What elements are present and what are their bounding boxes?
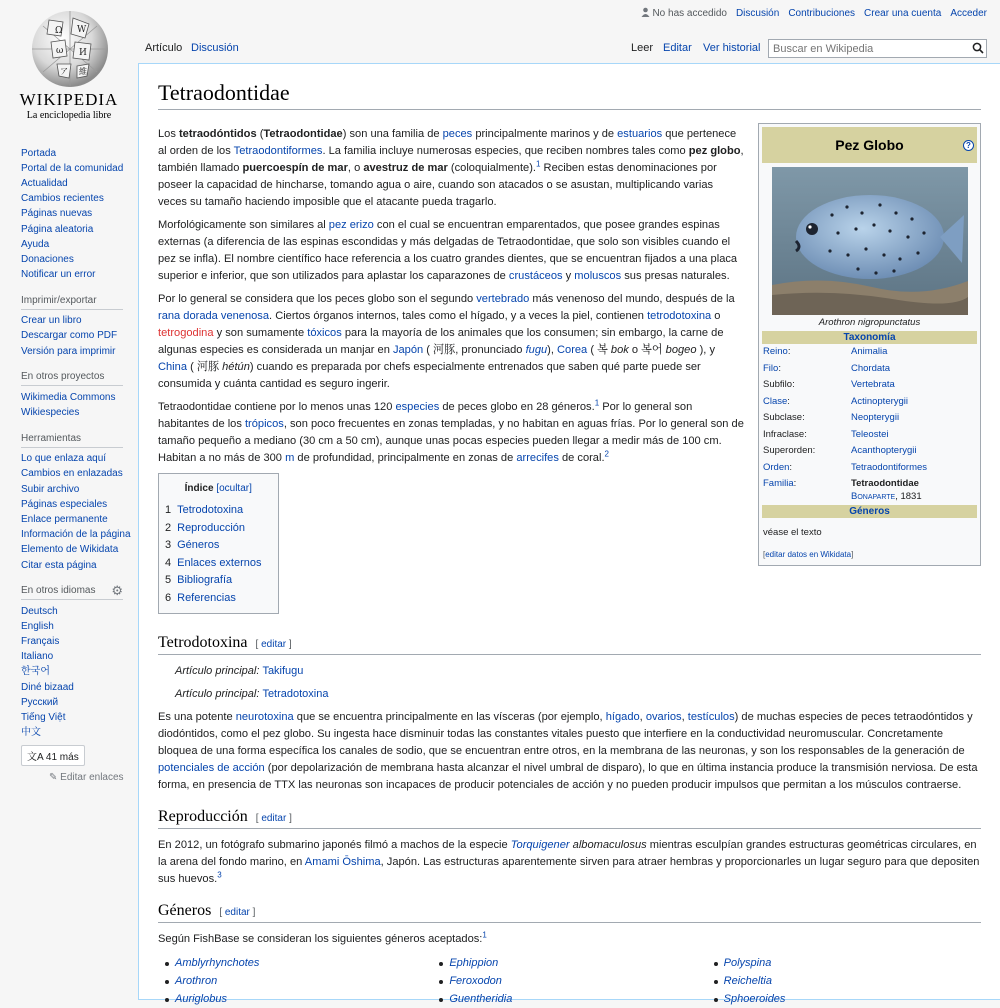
paragraph-morphology: Morfológicamente son similares al pez erizo con el cual se encuentran emparentados, que posee grandes espinas externas (a diferencia de las espinas escondidas y más delgadas de Tetraodontidae, que solo son visibles cuando el pez se infla). El nombre científico hace referencia a los cuatro grandes dientes, que se encuentran fijados a una placa superior e inferior, que son utilizados para aplastar los caparazones de crustáceos y moluscos sus presas naturales. bbox=[158, 219, 738, 282]
edit-section-reproduccion[interactable]: editar bbox=[261, 813, 287, 824]
sidebar-item-donaciones[interactable]: Donaciones bbox=[21, 253, 74, 265]
tab-talk[interactable]: Discusión bbox=[191, 42, 239, 54]
sidebar-item-cambios-recientes[interactable]: Cambios recientes bbox=[21, 193, 104, 205]
link-potenciales-accion[interactable]: potenciales de acción bbox=[158, 762, 265, 774]
print-portlet bbox=[21, 295, 131, 360]
toc-item-referencias[interactable]: 6 Referencias bbox=[165, 591, 236, 604]
link-rana-dorada[interactable]: rana dorada venenosa bbox=[158, 310, 270, 322]
table-of-contents bbox=[158, 473, 279, 614]
sidebar-item-paginas-especiales[interactable]: Páginas especiales bbox=[21, 498, 108, 510]
svg-text:ω: ω bbox=[56, 46, 64, 56]
link-japon[interactable]: Japón bbox=[392, 344, 424, 356]
language-link-francais[interactable]: Français bbox=[21, 636, 60, 648]
paragraph-species: Tetraodontidae contiene por lo menos unas 120 especies de peces globo en 28 géneros.$^1$ Por lo general son habitantes de los trópicos, son poco frecuentes en zonas templadas, y no habitan en aguas frías. Por lo general son de tamaño pequeño a mediano (30 cm a 50 cm), aunque unas pocas especies pueden llegar a medir más de 100 cm. Habitan a no más de 300 m de profundidad, principalmente en zonas de arrecifes de coral.$^2$ bbox=[158, 398, 744, 464]
taxonomy-row-superorden: Superorden: Acanthopterygii bbox=[763, 445, 917, 456]
paragraph-reproduccion: En 2012, un fotógrafo submarino japonés filmó a machos de la especie Torquigener albomaculosus mientras esculpían grandes estructuras geométricas circulares, en la arena del fondo marino, en Amami Ōshima, Japón. Las estructuras aparentemente sirven para atraer hembras y proporcionarles un lugar seguro para que depositen sus huevos.$^3$ bbox=[158, 839, 980, 885]
taxonomy-row-clase: Clase: Actinopterygii bbox=[763, 395, 909, 407]
edit-section-tetrodotoxina[interactable]: editar bbox=[261, 639, 287, 650]
link-higado[interactable]: hígado bbox=[605, 711, 640, 723]
genus-amblyrhynchotes[interactable]: Amblyrhynchotes bbox=[158, 954, 432, 972]
genus-sphoeroides[interactable]: Sphoeroides bbox=[707, 990, 981, 1008]
edit-section-generos[interactable]: editar bbox=[224, 907, 250, 918]
language-link-dine-bizaad[interactable]: Diné bizaad bbox=[21, 681, 74, 693]
section-heading-generos: Géneros [ editar ] bbox=[158, 902, 981, 923]
genus-polyspina[interactable]: Polyspina bbox=[707, 954, 981, 972]
link-moluscos[interactable]: moluscos bbox=[574, 270, 622, 282]
projects-portlet bbox=[21, 371, 131, 420]
section-heading-tetrodotoxina: Tetrodotoxina [ editar ] bbox=[158, 634, 981, 655]
link-corea[interactable]: Corea bbox=[557, 344, 588, 356]
search-icon[interactable] bbox=[972, 42, 984, 54]
talk-link[interactable]: Discusión bbox=[735, 7, 780, 19]
wikipedia-logo[interactable] bbox=[0, 0, 138, 130]
language-link-6[interactable]: Русский bbox=[21, 696, 59, 708]
sidebar-item-portal-de-la-comunidad[interactable]: Portal de la comunidad bbox=[21, 162, 124, 174]
user-icon bbox=[641, 7, 650, 17]
taxonomy-row-reino: Reino: Animalia bbox=[763, 346, 888, 357]
sidebar-item-subir-archivo[interactable]: Subir archivo bbox=[21, 483, 80, 495]
taxonomy-row-orden: Orden: Tetraodontiformes bbox=[763, 461, 928, 473]
paragraph-tetrodotoxina: Es una potente neurotoxina que se encuentra principalmente en las vísceras (por ejemplo, hígado, ovarios, testículos) de muchas especies de peces tetraodóntidos y diodóntidos, como el pez globo. Su ingesta hace disminuir todas las constantes vitales puesto que interfiere en la conductividad neuromuscular. Concretamente bloquea de una forma específica los canales de sodio, que se encuentran entre otros, en la membrana de las neuronas, y son los responsables de la generación de potenciales de acción (por depolarización de membrana hasta alcanzar el nivel umbral de disparo), lo que en última instancia produce la transmisión nerviosa. De esta forma, en presencia de TTX las neuronas son incapaces de producir potenciales de acción y no pueden producir impulsos que permitan a los músculos contraerse. bbox=[158, 711, 978, 791]
link-especies[interactable]: especies bbox=[395, 401, 440, 413]
link-vertebrado[interactable]: vertebrado bbox=[476, 293, 530, 305]
genus-feroxodon[interactable]: Feroxodon bbox=[432, 972, 706, 990]
toc-item-tetrodotoxina[interactable]: 1 Tetrodotoxina bbox=[165, 504, 244, 516]
tools-title: Herramientas bbox=[21, 433, 123, 448]
sidebar-item-wikiespecies[interactable]: Wikiespecies bbox=[21, 407, 80, 419]
section-heading-reproduccion: Reproducción [ editar ] bbox=[158, 808, 981, 829]
link-testiculos[interactable]: testículos bbox=[687, 711, 735, 723]
taxonomy-row-filo: Filo: Chordata bbox=[763, 362, 891, 374]
link-tropicos[interactable]: trópicos bbox=[244, 418, 284, 430]
taxonomy-row-subfilo: Subfilo: Vertebrata bbox=[763, 379, 895, 390]
sidebar-item-enlace-permanente[interactable]: Enlace permanente bbox=[21, 513, 108, 525]
sidebar-item-wikimedia-commons[interactable]: Wikimedia Commons bbox=[21, 391, 116, 403]
navigation-portlet bbox=[21, 146, 131, 283]
toc-title: Índice bbox=[184, 483, 214, 494]
sidebar-item-actualidad[interactable]: Actualidad bbox=[21, 177, 68, 189]
infobox-caption: Arothron nigropunctatus bbox=[818, 317, 921, 328]
tagline: La enciclopedia libre bbox=[26, 110, 112, 121]
sidebar-item-crear-un-libro[interactable]: Crear un libro bbox=[21, 315, 82, 327]
pencil-icon: ✎ bbox=[49, 771, 58, 783]
toc-item-reproduccion[interactable]: 2 Reproducción bbox=[165, 521, 245, 534]
not-logged-in: No has accedido bbox=[641, 7, 727, 19]
toc-hide-toggle[interactable]: [ocultar] bbox=[216, 483, 252, 494]
pufferfish-image[interactable] bbox=[772, 167, 968, 315]
link-neurotoxina[interactable]: neurotoxina bbox=[235, 711, 294, 723]
personal-tools bbox=[641, 7, 987, 19]
languages-title: En otros idiomas ⚙ bbox=[21, 583, 123, 599]
hatnote-tetradotoxina: Artículo principal: Tetradotoxina bbox=[175, 688, 329, 700]
link-fugu[interactable]: fugu bbox=[525, 344, 548, 356]
ref-3[interactable]: 3 bbox=[217, 870, 222, 880]
sidebar-item-version-para-imprimir[interactable]: Versión para imprimir bbox=[21, 345, 116, 357]
login-link[interactable]: Acceder bbox=[950, 7, 987, 19]
genus-guentheridia[interactable]: Guentheridia bbox=[432, 990, 706, 1008]
wikipedia-globe-icon bbox=[29, 8, 111, 90]
taxonomy-row-infraclase: Infraclase: Teleostei bbox=[763, 428, 889, 440]
sidebar-item-lo-que-enlaza-aqui[interactable]: Lo que enlaza aquí bbox=[21, 453, 107, 465]
tools-portlet bbox=[21, 433, 131, 574]
taxonomy-header[interactable]: Taxonomía bbox=[762, 331, 977, 344]
edit-links[interactable]: ✎ Editar enlaces bbox=[49, 771, 124, 783]
toc-item-generos[interactable]: 3 Géneros bbox=[165, 539, 220, 551]
ref-2[interactable]: 2 bbox=[604, 449, 609, 459]
svg-text:ア: ア bbox=[60, 67, 68, 76]
translate-icon: 文A bbox=[27, 751, 44, 763]
paragraph-toxicity: Por lo general se considera que los peces globo son el segundo vertebrado más venenoso del mundo, después de la rana dorada venenosa. Ciertos órganos internos, tales como el hígado, y a veces la piel, contienen tetrodotoxina o tetrogodina y son sumamente tóxicos para la mayoría de los animales que los consumen; sin embargo, la carne de algunas especies es considerada un manjar en Japón ( 河豚, pronunciado fugu), Corea ( 복 bok o 복어 bogeo ), y China ( 河豚 hétún) cuando es preparada por chefs especialmente entrenados que saben qué parte puede ser consumida y cuánta cantidad es seguro ingerir. bbox=[158, 293, 735, 390]
link-crustaceos[interactable]: crustáceos bbox=[508, 270, 563, 282]
sidebar-item-citar-esta-pagina[interactable]: Citar esta página bbox=[21, 559, 97, 571]
content bbox=[138, 63, 1000, 1005]
link-torquigener[interactable]: Torquigener bbox=[510, 839, 570, 851]
see-text: véase el texto bbox=[763, 527, 822, 538]
link-ovarios[interactable]: ovarios bbox=[645, 711, 682, 723]
sidebar-item-cambios-en-enlazadas[interactable]: Cambios en enlazadas bbox=[21, 468, 123, 480]
redlink-tetrogodina[interactable]: tetrogodina bbox=[158, 327, 214, 339]
paragraph-generos-intro: Según FishBase se consideran los siguientes géneros aceptados:$^1$ bbox=[158, 930, 487, 945]
sidebar-item-informacion-de-la-pagina[interactable]: Información de la página bbox=[21, 529, 131, 541]
sidebar-item-portada[interactable]: Portada bbox=[21, 147, 57, 159]
infobox bbox=[758, 123, 981, 566]
genus-arothron[interactable]: Arothron bbox=[158, 972, 432, 990]
ref-1c[interactable]: 1 bbox=[482, 930, 487, 940]
sidebar-item-elemento-de-wikidata[interactable]: Elemento de Wikidata bbox=[21, 544, 119, 556]
sidebar-item-ayuda[interactable]: Ayuda bbox=[21, 238, 50, 250]
author-link[interactable]: Bonaparte bbox=[851, 490, 896, 502]
language-link-4[interactable]: 한국어 bbox=[21, 666, 50, 678]
toc-item-bibliografia[interactable]: 5 Bibliografía bbox=[165, 574, 233, 586]
language-link-tieng-viet[interactable]: Tiếng Việt bbox=[21, 712, 66, 724]
link-takifugu[interactable]: Takifugu bbox=[262, 665, 304, 677]
link-arrecifes[interactable]: arrecifes bbox=[516, 452, 559, 464]
projects-title: En otros proyectos bbox=[21, 371, 123, 386]
tab-history[interactable]: Ver historial bbox=[703, 42, 761, 54]
sidebar-item-paginas-nuevas[interactable]: Páginas nuevas bbox=[21, 208, 93, 220]
ref-1b[interactable]: 1 bbox=[594, 398, 600, 408]
link-pez-erizo[interactable]: pez erizo bbox=[328, 219, 374, 231]
link-china[interactable]: China bbox=[158, 361, 187, 373]
genus-auriglobus[interactable]: Auriglobus bbox=[158, 990, 432, 1008]
page-title: Tetraodontidae bbox=[158, 80, 981, 110]
svg-text:W: W bbox=[77, 25, 87, 35]
search-input[interactable] bbox=[768, 39, 987, 58]
language-link-italiano[interactable]: Italiano bbox=[21, 651, 54, 663]
language-link-deutsch[interactable]: Deutsch bbox=[21, 605, 58, 617]
language-link-english[interactable]: English bbox=[21, 620, 54, 632]
paragraph-intro: Los tetraodóntidos (Tetraodontidae) son una familia de peces principalmente marinos y de estuarios que pertenece al orden de los Tetraodontiformes. La familia incluye numerosas especies, que reciben nombres tales como pez globo, también llamado puercoespín de mar, o avestruz de mar (coloquialmente).$^1$ Reciben estas denominaciones por poseer la capacidad de hincharse, tomando agua o aire, cuando son atacados o se asustan, multiplicando varias veces su tamaño haciendo imposible que el atacante pueda tragarlo. bbox=[158, 128, 744, 208]
svg-text:И: И bbox=[79, 48, 87, 58]
genera-header[interactable]: Géneros bbox=[762, 505, 977, 518]
genus-ephippion[interactable]: Ephippion bbox=[432, 954, 706, 972]
infobox-title: Pez Globo ? bbox=[762, 127, 977, 163]
link-estuarios[interactable]: estuarios bbox=[617, 128, 663, 140]
svg-text:維: 維 bbox=[79, 67, 87, 76]
tab-article[interactable]: Artículo bbox=[145, 42, 183, 54]
languages-portlet bbox=[21, 585, 131, 783]
tab-read[interactable]: Leer bbox=[631, 42, 654, 54]
link-amami-oshima[interactable]: Amami Ōshima bbox=[304, 856, 381, 868]
link-toxicos[interactable]: tóxicos bbox=[307, 327, 342, 339]
gear-icon[interactable]: ⚙ bbox=[111, 583, 123, 599]
link-tetrodotoxina[interactable]: tetrodotoxina bbox=[647, 310, 712, 322]
more-languages-button[interactable]: 文A 41 más bbox=[21, 745, 85, 766]
taxonomy-row-subclase: Subclase: Neopterygii bbox=[763, 412, 900, 423]
link-tetraodontiformes[interactable]: Tetraodontiformes bbox=[233, 145, 323, 157]
link-tetradotoxina[interactable]: Tetradotoxina bbox=[262, 688, 329, 700]
link-peces[interactable]: peces bbox=[442, 128, 473, 140]
link-metro[interactable]: m bbox=[285, 452, 295, 464]
taxonomy-row-family: Familia: Tetraodontidae Bonaparte, 1831 bbox=[763, 478, 922, 502]
ref-1[interactable]: 1 bbox=[536, 159, 541, 169]
language-link-8[interactable]: 中文 bbox=[21, 727, 41, 739]
contributions-link[interactable]: Contribuciones bbox=[788, 7, 856, 19]
tab-edit[interactable]: Editar bbox=[663, 42, 692, 54]
wordmark: WIKIPEDIA bbox=[19, 90, 119, 109]
sidebar-item-pagina-aleatoria[interactable]: Página aleatoria bbox=[21, 223, 94, 235]
help-icon[interactable]: ? bbox=[963, 140, 974, 151]
create-account-link[interactable]: Crear una cuenta bbox=[864, 7, 942, 19]
sidebar bbox=[21, 146, 131, 795]
toc-item-enlaces-externos[interactable]: 4 Enlaces externos bbox=[165, 556, 262, 569]
sidebar-item-descargar-como-pdf[interactable]: Descargar como PDF bbox=[21, 330, 118, 342]
taxonomy-table bbox=[762, 344, 977, 505]
genus-reicheltia[interactable]: Reicheltia bbox=[707, 972, 981, 990]
sidebar-item-notificar-un-error[interactable]: Notificar un error bbox=[21, 269, 96, 281]
wikidata-edit: [editar datos en Wikidata] bbox=[763, 550, 854, 559]
svg-text:Ω: Ω bbox=[55, 26, 63, 36]
hatnote-takifugu: Artículo principal: Takifugu bbox=[175, 665, 304, 677]
print-title: Imprimir/exportar bbox=[21, 295, 123, 310]
